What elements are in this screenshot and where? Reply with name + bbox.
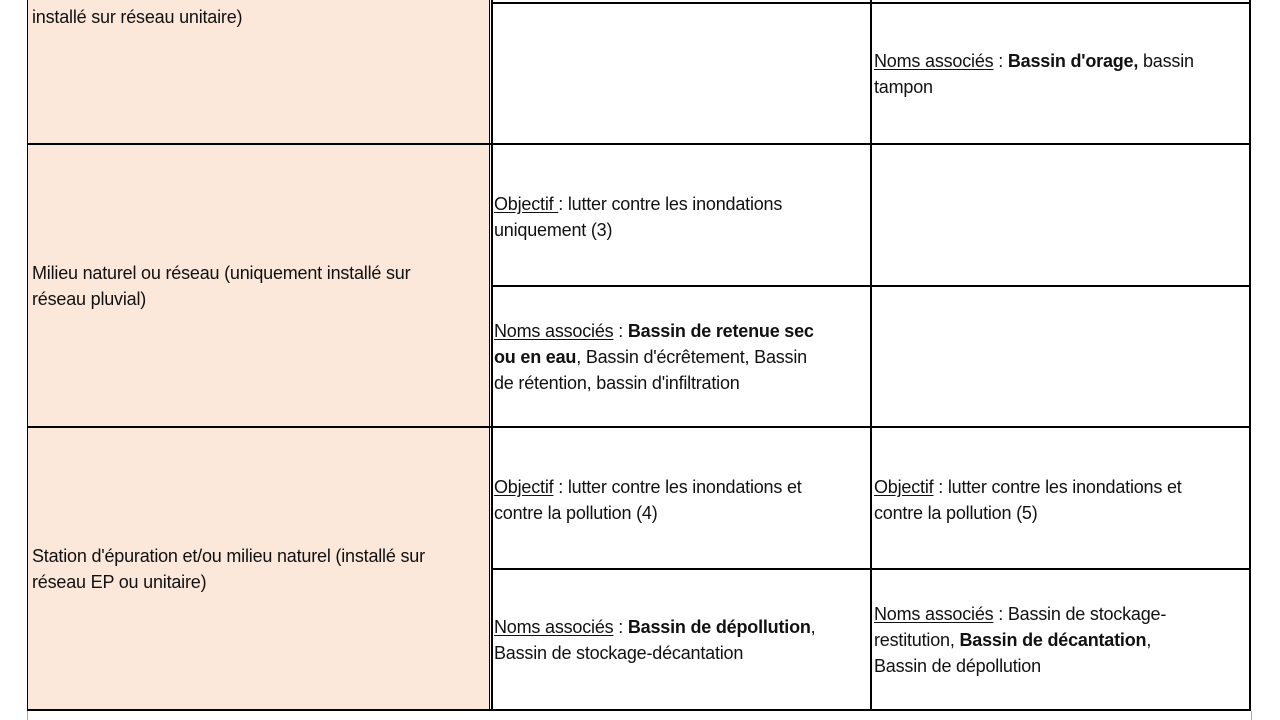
row3-mid-top-text: Objectif : lutter contre les inondations et contre la pollution (4) — [494, 477, 802, 523]
noms-associes-label: Noms associés — [494, 617, 614, 637]
table-bottom-border — [28, 709, 1251, 711]
table-left-border — [27, 0, 28, 711]
table-divider-left-2 — [491, 0, 493, 711]
objectif-label: Objectif — [874, 477, 934, 497]
table-divider-mid — [870, 0, 872, 711]
noms-associes-label: Noms associés — [874, 51, 994, 71]
objectif-label: Objectif — [494, 194, 559, 214]
row-separator-2 — [28, 426, 1251, 428]
row-separator-1 — [28, 143, 1251, 145]
row-separator-top — [491, 2, 1251, 4]
row3-mid-bottom-text: Noms associés : Bassin de dépollution, Bassin de stockage-décantation — [494, 617, 816, 663]
row2-left-text: Milieu naturel ou réseau (uniquement installé sur réseau pluvial) — [32, 263, 411, 309]
row3-right-bottom-text: Noms associés : Bassin de stockage- restitution, Bassin de décantation, Bassin de dépollution — [874, 604, 1167, 676]
noms-associes-label: Noms associés — [494, 321, 614, 341]
row2-mid-bottom-text: Noms associés : Bassin de retenue sec ou en eau, Bassin d'écrêtement, Bassin de rétention, bassin d'infiltration — [494, 321, 814, 393]
row-separator-3a — [491, 568, 1251, 570]
table-divider-left — [489, 0, 490, 711]
noms-associes-label: Noms associés — [874, 604, 994, 624]
table-right-border — [1249, 0, 1251, 711]
row2-mid-top-text: Objectif : lutter contre les inondations uniquement (3) — [494, 194, 783, 240]
objectif-label: Objectif — [494, 477, 554, 497]
page-bottom-line — [27, 711, 28, 720]
row1-left-text: installé sur réseau unitaire) — [32, 7, 243, 27]
row3-right-top-text: Objectif : lutter contre les inondations et contre la pollution (5) — [874, 477, 1182, 523]
page-bottom-line-right — [1251, 711, 1252, 720]
row1-right-bottom-text: Noms associés : Bassin d'orage, bassin tampon — [874, 51, 1194, 97]
row-separator-2a — [491, 285, 1251, 287]
row3-left-text: Station d'épuration et/ou milieu naturel (installé sur réseau EP ou unitaire) — [32, 546, 425, 592]
